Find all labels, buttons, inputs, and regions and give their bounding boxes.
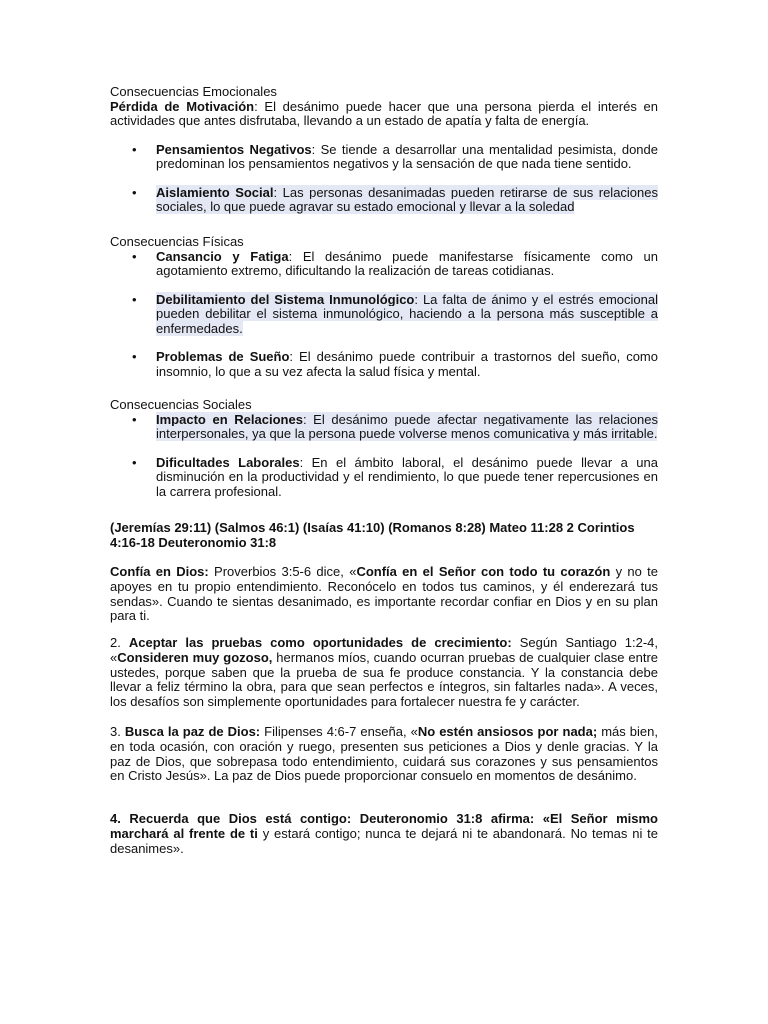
paragraph-quote: Confía en el Señor con todo tu corazón — [356, 564, 611, 579]
item-text: : El desánimo puede contribuir a trastornos del sueño, como insomnio, lo que a su vez afecta la salud física y mental. — [156, 349, 658, 379]
item-label: Impacto en Relaciones — [156, 411, 303, 427]
bullet-icon: • — [132, 291, 137, 307]
physical-list — [110, 250, 658, 380]
paragraph-text: y estará contigo; nunca te dejará ni te abandonará. No temas ni te desanimes». — [110, 825, 658, 856]
list-item — [110, 143, 658, 172]
paragraph-lead: 4. Recuerda que Dios está contigo: Deuteronomio 31:8 afirma: «El Señor mismo marchará al frente de ti — [110, 811, 658, 841]
emotional-section — [110, 85, 658, 215]
bible-references: (Jeremías 29:11) (Salmos 46:1) (Isaías 41:10) (Romanos 8:28) Mateo 11:28 2 Corintios 4:16-18 Deuteronomio 31:8 — [110, 520, 635, 550]
paragraph-lead: Busca la paz de Dios: — [124, 724, 261, 739]
list-item — [110, 186, 658, 215]
item-label: Aislamiento Social — [156, 184, 274, 200]
list-item — [110, 350, 658, 379]
item-text: : La falta de ánimo y el estrés emocional pueden debilitar el sistema inmunológico, haciendo a la persona más susceptible a enfermedades. — [156, 291, 658, 336]
item-label: Debilitamiento del Sistema Inmunológico — [156, 291, 415, 307]
bullet-icon: • — [132, 184, 137, 200]
paragraph-quote: Consideren muy gozoso, — [117, 649, 273, 665]
paragraph-text: y no te apoyes en tu propio entendimiento. Reconócelo en todos tus caminos, y él enderezará tus sendas». Cuando te sientas desanimado, es importante recordar confiar en Dios y en su plan para ti. — [110, 564, 658, 624]
list-item — [110, 250, 658, 279]
bullet-icon: • — [132, 411, 137, 427]
item-text: : Se tiende a desarrollar una mentalidad pesimista, donde predominan los pensamientos negativos y la sensación de que nada tiene sentido. — [156, 141, 658, 171]
item-text: : Las personas desanimadas pueden retirarse de sus relaciones sociales, lo que puede agravar su estado emocional y llevar a la soledad — [156, 184, 658, 214]
item-text: : En el ámbito laboral, el desánimo puede llevar a una disminución en la productividad y el rendimiento, lo que puede tener repercusiones en la carrera profesional. — [156, 454, 658, 499]
emotional-heading: Consecuencias Emocionales — [110, 84, 277, 99]
paragraph-lead: Aceptar las pruebas como oportunidades de crecimiento: — [128, 635, 512, 650]
god-with-you-paragraph — [110, 812, 658, 856]
trials-paragraph — [110, 636, 658, 710]
list-item — [110, 456, 658, 500]
item-text: : El desánimo puede manifestarse físicamente como un agotamiento extremo, dificultando la realización de tareas cotidianas. — [156, 248, 658, 278]
paragraph-quote: No estén ansiosos por nada; — [417, 724, 598, 739]
paragraph-text: Filipenses 4:6-7 enseña, « — [260, 724, 418, 739]
social-list — [110, 413, 658, 500]
list-item — [110, 413, 658, 442]
motivation-paragraph — [110, 100, 658, 129]
bullet-icon: • — [132, 248, 137, 264]
social-section — [110, 398, 658, 499]
list-item — [110, 293, 658, 337]
paragraph-text: Proverbios 3:5-6 dice, « — [208, 564, 357, 579]
motivation-label: Pérdida de Motivación — [110, 98, 255, 114]
social-heading: Consecuencias Sociales — [110, 397, 252, 412]
bullet-icon: • — [132, 454, 137, 470]
item-text: : El desánimo puede afectar negativamente las relaciones interpersonales, ya que la persona puede volverse menos comunicativa y más irritable. — [156, 411, 658, 441]
paragraph-lead: Confía en Dios: — [110, 564, 209, 579]
item-label: Problemas de Sueño — [156, 349, 290, 364]
paragraph-text: hermanos míos, cuando ocurran pruebas de cualquier clase entre ustedes, porque saben que la prueba de sua fe produce constancia. Y la constancia debe llevar a feliz término la obra, para que sean perfectos e íntegros, sin faltarles nada». A veces, los desafíos son simplemente oportunidades para fortalecer nuestra fe y carácter. — [110, 649, 658, 710]
peace-paragraph — [110, 725, 658, 784]
item-label: Dificultades Laborales — [156, 454, 300, 470]
trust-god-paragraph — [110, 565, 658, 624]
item-label: Pensamientos Negativos — [156, 141, 312, 157]
paragraph-number: 2. — [110, 635, 129, 650]
physical-section — [110, 235, 658, 379]
paragraph-text: más bien, en toda ocasión, con oración y ruego, presenten sus peticiones a Dios y denle gracias. Y la paz de Dios, que sobrepasa todo entendimiento, cuidará sus corazones y sus pensamientos en Cristo Jesús». La paz de Dios puede proporcionar consuelo en momentos de desánimo. — [110, 724, 658, 784]
paragraph-text: Según Santiago 1:2-4, « — [110, 635, 658, 665]
item-label: Cansancio y Fatiga — [156, 248, 289, 264]
bullet-icon: • — [132, 141, 137, 157]
emotional-list — [110, 143, 658, 215]
paragraph-number: 3. — [110, 724, 125, 739]
bullet-icon: • — [132, 349, 137, 364]
physical-heading: Consecuencias Físicas — [110, 234, 244, 249]
motivation-text: : El desánimo puede hacer que una persona pierda el interés en actividades que antes disfrutaba, llevando a un estado de apatía y falta de energía. — [110, 98, 658, 128]
